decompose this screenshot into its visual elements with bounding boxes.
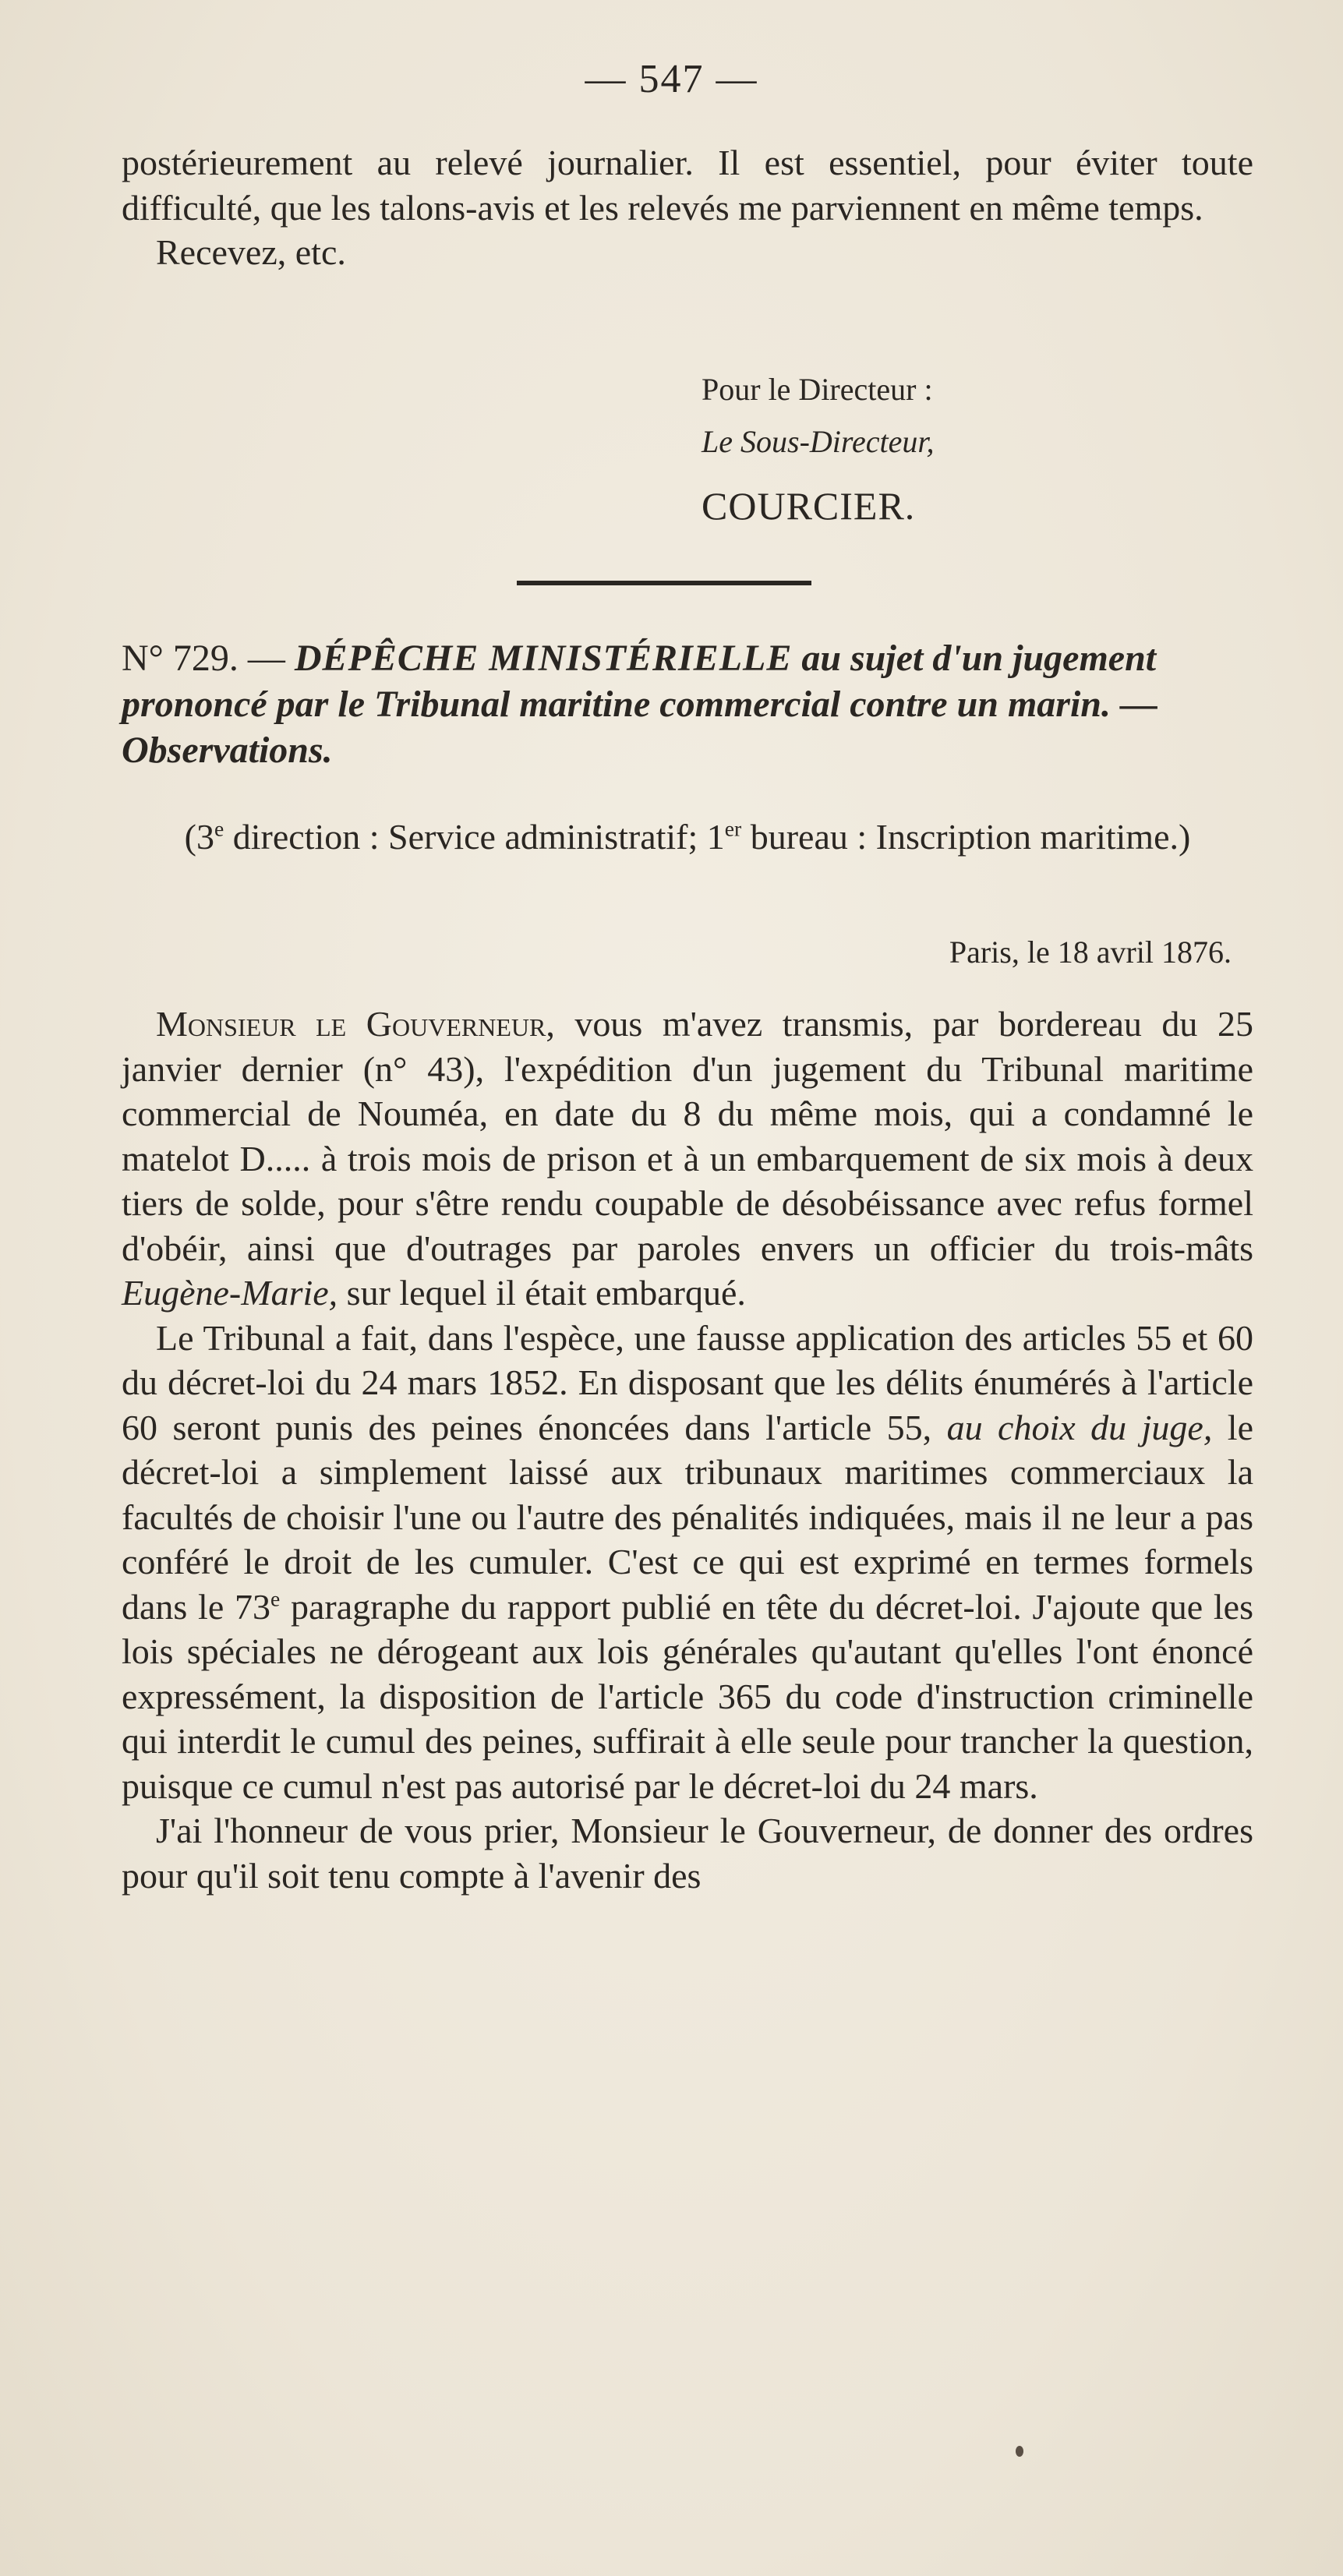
paragraph-2-emphasis: au choix du juge, <box>946 1407 1213 1447</box>
salutation: Monsieur le Gouverneur <box>156 1004 546 1044</box>
paragraph-1-text-a: , vous m'avez transmis, par bordereau du 25 janvier dernier (n° 43), l'expédition d'un jugement du Tribunal maritime commercial de Nouméa, en date du 8 du même mois, qui a condamné le matelot D..... à trois mois de prison et à un embarquement de six mois à deux tiers de solde, pour s'être rendu coupable de désobéissance avec refus formel d'obéir, ainsi que d'outrages par paroles envers un officier du trois-mâts <box>122 1004 1253 1268</box>
date-line: Paris, le 18 avril 1876. <box>949 935 1232 970</box>
paragraph-2-text-c: paragraphe du rapport publié en tête du décret-loi. J'ajoute que les lois spéciales ne dérogeant aux lois générales qu'autant qu'elles l'ont énoncé expressément, la disposition de l'article 365 du code d'instruction criminelle qui interdit le cumul des peines, suffirait à elle seule pour trancher la question, puisque ce cumul n'est pas autorisé par le décret-loi du 24 mars. <box>122 1586 1254 1806</box>
paragraph-2-text-b: le décret-loi a simplement laissé aux tribunaux maritimes commerciaux la facultés de choisir l'une ou l'autre des pénalités indiquées, mais il ne leur a pas conféré le droit de les cumuler. C'est ce qui est exprimé en termes formels dans le 73 <box>122 1407 1254 1627</box>
direction-text-1: (3 <box>184 817 214 857</box>
direction-text-3: bureau : Inscription maritime.) <box>741 817 1191 857</box>
section-divider <box>517 581 811 585</box>
intro-block <box>122 140 1253 275</box>
signature-name: COURCIER. <box>702 484 916 528</box>
ship-name: Eugène-Marie, <box>122 1273 338 1313</box>
main-text <box>122 1002 1253 1898</box>
ink-spot <box>1016 2446 1023 2457</box>
page-number: — 547 — <box>585 57 758 101</box>
paragraph-1-text-b: sur lequel il était embarqué. <box>338 1273 746 1313</box>
intro-paragraph: postérieurement au relevé journalier. Il est essentiel, pour éviter toute difficulté, que les talons-avis et les relevés me parviennent en même temps. <box>122 143 1253 228</box>
paragraph-2-text-a: Le Tribunal a fait, dans l'espèce, une fausse application des articles 55 et 60 du décret-loi du 24 mars 1852. En disposant que les délits énumérés à l'article 60 seront punis des peines énoncées dans l'article 55, <box>122 1317 1253 1447</box>
direction-sup-2: er <box>724 816 742 841</box>
dispatch-title: DÉPÊCHE MINISTÉRIELLE <box>294 638 793 679</box>
paragraph-3: J'ai l'honneur de vous prier, Monsieur le Gouverneur, de donner des ordres pour qu'il soit tenu compte à l'avenir des <box>122 1811 1253 1896</box>
dispatch-heading <box>122 635 1253 773</box>
paragraph-2 <box>122 1316 1253 1809</box>
paragraph-2-sup: e <box>270 1586 281 1611</box>
direction-line <box>122 814 1253 859</box>
paragraph-1 <box>122 1002 1253 1316</box>
signature-title: Le Sous-Directeur, <box>702 424 935 459</box>
dispatch-number: N° 729. <box>122 638 239 679</box>
closing-formula: Recevez, etc. <box>156 232 346 272</box>
direction-sup-1: e <box>214 816 224 841</box>
signature-for-director: Pour le Directeur : <box>702 372 933 407</box>
heading-dash: — <box>238 638 295 679</box>
dispatch-subtitle: au sujet d'un jugement prononcé par le Tribunal maritine commercial contre un marin. — Observations. <box>122 638 1157 771</box>
direction-text-2: direction : Service administratif; 1 <box>224 817 725 857</box>
